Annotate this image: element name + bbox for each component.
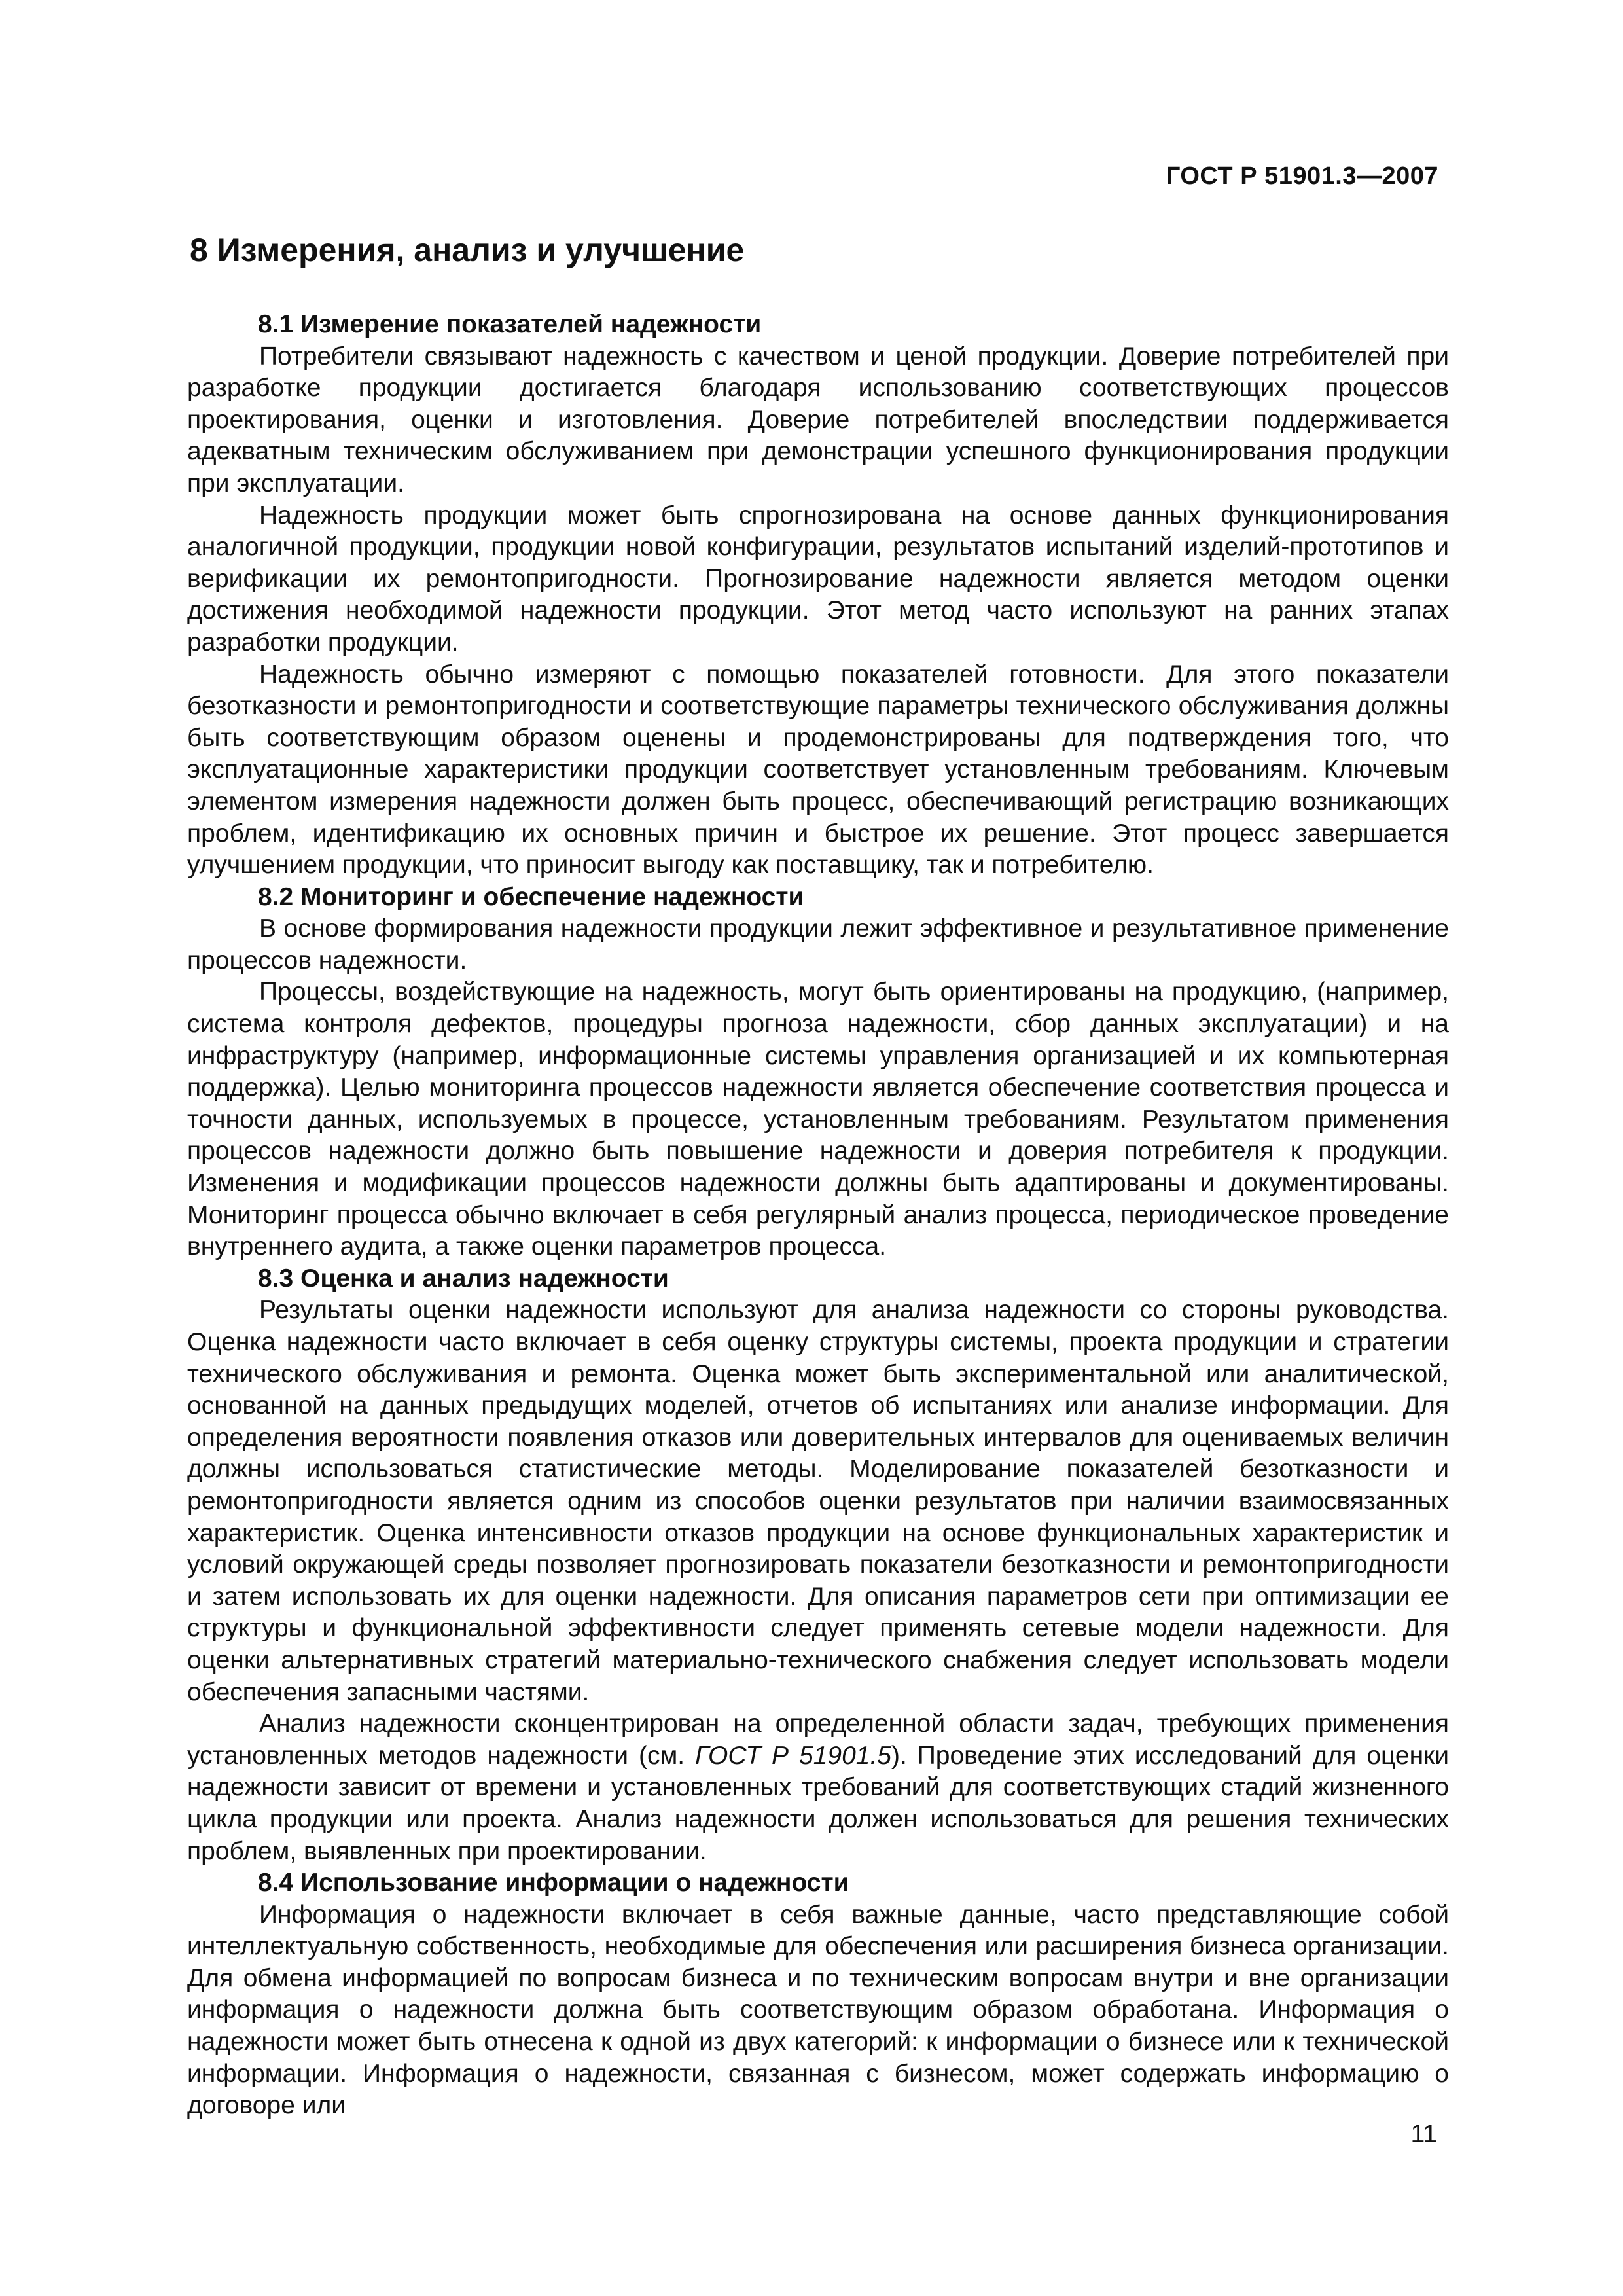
- paragraph: Потребители связывают надежность с качеством и ценой продукции. Доверие потребителей при разработке продукции достигается благодаря использованию соответствующих процессов проектирования, оценки и изготовления. Доверие потребителей впоследствии поддерживается адекватным техническим обслуживанием при демонстрации успешного функционирования продукции при эксплуатации.: [187, 342, 1449, 497]
- section-title: 8.1 Измерение показателей надежности: [258, 310, 762, 338]
- section-title: 8.2 Мониторинг и обеспечение надежности: [258, 882, 804, 911]
- page-number: 11: [1410, 2120, 1437, 2148]
- paragraph: В основе формирования надежности продукции лежит эффективное и результативное применение процессов надежности.: [187, 914, 1449, 975]
- section-8-3: [187, 1263, 1449, 1867]
- section-8-1: [187, 309, 1449, 882]
- paragraph: Результаты оценки надежности используют для анализа надежности со стороны руководства. Оценка надежности часто включает в себя оценку структуры системы, проекта продукции и стратегии технического обслуживания и ремонта. Оценка может быть экспериментальной или аналитической, основанной на данных предыдущих моделей, отчетов об испытаниях или анализе информации. Для определения вероятности появления отказов или доверительных интервалов для оцениваемых величин должны использоваться статистические методы. Моделирование показателей безотказности и ремонтопригодности является одним из способов оценки результатов при наличии взаимосвязанных характеристик. Оценка интенсивности отказов продукции на основе функциональных характеристик и условий окружающей среды позволяет прогнозировать показатели безотказности и ремонтопригодности и затем использовать их для оценки надежности. Для описания параметров сети при оптимизации ее структуры и функциональной эффективности следует применять сетевые модели надежности. Для оценки альтернативных стратегий материально-технического снабжения следует использовать модели обеспечения запасными частями.: [187, 1296, 1449, 1706]
- paragraph: Надежность обычно измеряют с помощью показателей готовности. Для этого показатели безотказности и ремонтопригодности и соответствующие параметры технического обслуживания должны быть соответствующим образом оценены и продемонстрированы для подтверждения того, что эксплуатационные характеристики продукции соответствует установленным требованиям. Ключевым элементом измерения надежности должен быть процесс, обеспечивающий регистрацию возникающих проблем, идентификацию их основных причин и быстрое их решение. Этот процесс завершается улучшением продукции, что приносит выгоду как поставщику, так и потребителю.: [187, 660, 1449, 880]
- paragraph: Надежность продукции может быть спрогнозирована на основе данных функционирования аналогичной продукции, продукции новой конфигурации, результатов испытаний изделий-прототипов и верификации их ремонтопригодности. Прогнозирование надежности является методом оценки достижения необходимой надежности продукции. Этот метод часто используют на ранних этапах разработки продукции.: [187, 501, 1449, 656]
- paragraph-with-reference: [187, 1708, 1449, 1867]
- section-title: 8.4 Использование информации о надежности: [258, 1869, 849, 1897]
- paragraph: Информация о надежности включает в себя важные данные, часто представляющие собой интеллектуальную собственность, необходимые для обеспечения или расширения бизнеса организации. Для обмена информацией по вопросам бизнеса и по техническим вопросам внутри и вне организации информация о надежности должна быть соответствующим образом обработана. Информация о надежности может быть отнесена к одной из двух категорий: к информации о бизнесе или к технической информации. Информация о надежности, связанная с бизнесом, может содержать информацию о договоре или: [187, 1900, 1449, 2120]
- document-body: [187, 230, 1449, 2122]
- section-8-2: [187, 882, 1449, 1263]
- chapter-title: 8 Измерения, анализ и улучшение: [190, 232, 745, 268]
- section-title: 8.3 Оценка и анализ надежности: [258, 1264, 669, 1293]
- paragraph-text: Анализ надежности сконцентрирован на определенной области задач, требующих применения установленных методов надежности (см.: [187, 1710, 1449, 1770]
- paragraph-text: ). Проведение этих исследований для оценки надежности зависит от времени и установленных требований для соответствующих стадий жизненного цикла продукции или проекта. Анализ надежности должен использоваться для решения технических проблем, выявленных при проектировании.: [187, 1741, 1450, 1865]
- standard-reference: ГОСТ Р 51901.5: [695, 1741, 891, 1770]
- standard-number-header: ГОСТ Р 51901.3—2007: [1166, 162, 1438, 190]
- paragraph: Процессы, воздействующие на надежность, могут быть ориентированы на продукцию, (например, система контроля дефектов, процедуры прогноза надежности, сбор данных эксплуатации) и на инфраструктуру (например, информационные системы управления организацией и их компьютерная поддержка). Целью мониторинга процессов надежности является обеспечение соответствия процесса и точности данных, используемых в процессе, установленным требованиям. Результатом применения процессов надежности должно быть повышение надежности и доверия потребителя к продукции. Изменения и модификации процессов надежности должны быть адаптированы и документированы. Мониторинг процесса обычно включает в себя регулярный анализ процесса, периодическое проведение внутреннего аудита, а также оценки параметров процесса.: [187, 978, 1449, 1261]
- section-8-4: [187, 1867, 1449, 2122]
